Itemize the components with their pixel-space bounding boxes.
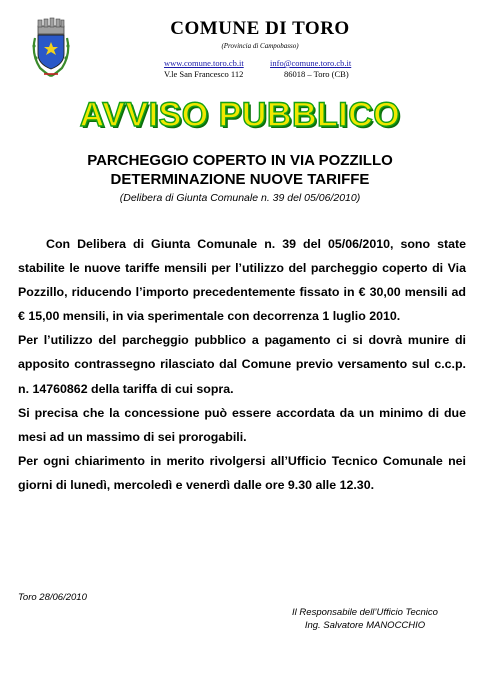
- coat-of-arms-icon: [30, 16, 72, 80]
- signer-role: Il Responsabile dell’Ufficio Tecnico: [292, 607, 438, 618]
- body-paragraph-permit: Per l’utilizzo del parcheggio pubblico a pagamento ci si dovrà munire di apposito contrassegno rilasciato dal Comune previo versamento sul c.c.p. n. 14760862 della tariffa di cui sopra.: [18, 333, 466, 396]
- province-name: (Provincia di Campobasso): [221, 42, 299, 50]
- body-paragraph-duration: Si precisa che la concessione può essere accordata da un minimo di due mesi ad un massimo di sei prorogabili.: [18, 405, 466, 444]
- contact-block-right: [270, 58, 351, 80]
- signature-block: [270, 606, 460, 632]
- street-address: V.le San Francesco 112: [164, 69, 244, 79]
- contact-block-left: [164, 58, 244, 80]
- notice-subtitle-line2: DETERMINAZIONE NUOVE TARIFFE: [110, 171, 370, 188]
- notice-title: AVVISO PUBBLICO: [79, 96, 401, 134]
- zip-city: 86018 – Toro (CB): [284, 69, 349, 79]
- resolution-reference: (Delibera di Giunta Comunale n. 39 del 05/06/2010): [119, 192, 361, 204]
- email-link[interactable]: info@comune.toro.cb.it: [270, 58, 352, 68]
- notice-body: [18, 232, 466, 497]
- place-date: Toro 28/06/2010: [18, 592, 87, 603]
- website-link[interactable]: www.comune.toro.cb.it: [164, 58, 244, 68]
- notice-subtitle-line1: PARCHEGGIO COPERTO IN VIA POZZILLO: [87, 152, 393, 169]
- body-paragraph-tariffs: Con Delibera di Giunta Comunale n. 39 del 05/06/2010, sono state stabilite le nuove tariffe mensili per l’utilizzo del parcheggio coperto di Via Pozzillo, riducendo l’importo precedentemente fissato in € 30,00 mensili ad € 15,00 mensili, in via sperimentale con decorrenza 1 luglio 2010.: [18, 237, 466, 324]
- signer-name: Ing. Salvatore MANOCCHIO: [304, 620, 426, 631]
- town-name: COMUNE DI TORO: [170, 18, 350, 39]
- body-paragraph-office-hours: Per ogni chiarimento in merito rivolgersi all’Ufficio Tecnico Comunale nei giorni di lunedì, mercoledì e venerdì dalle ore 9.30 alle 12.30.: [18, 453, 466, 492]
